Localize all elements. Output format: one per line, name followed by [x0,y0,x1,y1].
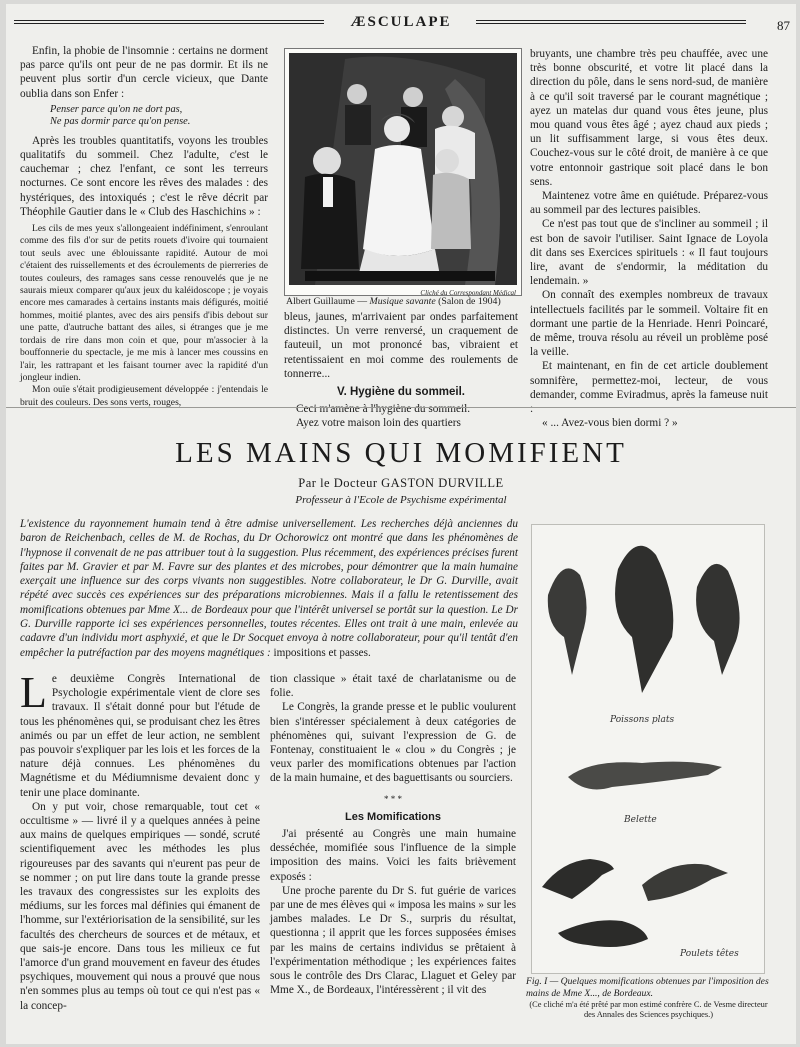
article-column-2 [270,672,516,997]
lead-text-end: impositions et passes. [273,646,371,659]
paragraph: On connaît des exemples nombreux de travaux intellectuels facilités par le sommeil. Voltaire fit en dormant une partie de la Henriade. Henri Poincaré, de même, trouva résolu au réveil un problème posé la veille. [530,289,768,359]
paragraph: Ayez votre maison loin des quartiers [296,417,461,430]
label-flat-fish: Poissons plats [610,715,675,725]
paragraph: On y put voir, chose remarquable, tout cet « occultisme » — livré il y a quelques années à peine aux mains de quelques empiriques — sondé, scruté scientifiquement avec les méthodes les plus rigoureuses par des savants qui n'eurent pas peur de se nommer ; on put lire dans toute la grande presse les travaux des congressistes sur les exploits des médiums, sur les forces mal définies qui émanent de l'homme, sur l'extériorisation de la sensibilité, sur les facultés des chercheurs de sources et de métaux, et que sais-je encore. Dans tous les milieux ce fut l'amorce d'un grand mouvement en faveur des études psychiques, mouvement qui nous a prouvé que nous n'en sommes plus au temps où tout ce qui n'est pas « la concep- [20,800,260,1012]
paragraph: Le Congrès, la grande presse et le public voulurent bien s'intéresser spécialement à deux catégories de phénomènes qui, suivant l'expression de G. de Fontenay, constituaient le « clou » du Congrès ; je veux parler des momifications obtenues par l'action de la main humaine, et des baguettisants ou sourciers. [270,701,516,785]
painting-caption: Albert Guillaume — Musique savante (Salon de 1904) [286,296,501,307]
painting-illustration [284,48,522,296]
article-byline: Par le Docteur GASTON DURVILLE [298,476,504,490]
label-weasel: Belette [624,815,657,825]
drop-cap: L [20,668,47,717]
page-number: 87 [777,18,790,33]
quote-paragraph: Mon ouïe s'était prodigieusement développée : j'entendais le bruit des couleurs. Des sons verts, rouges, [20,384,268,408]
quote-paragraph: Les cils de mes yeux s'allongeaient indéfiniment, s'enroulant comme des fils d'or sur de petits rouets d'ivoire qui tournaient tout seuls avec une éblouissante rapidité. Autour de moi c'étaient des ruissellements et des écroulements de pierreries de toutes couleurs, des ramages sans cesse renouvelés que je ne saurais mieux comparer qu'aux jeux du kaléidoscope ; je voyais encore mes camarades à certains instants mais défigurés, moitié hommes, moitié plantes, avec des airs pensifs d'ibis debout sur une patte, d'autruche battant des ailes, si étranges que je me tordais de rire dans mon coin et que, pour m'associer à la bouffonnerie du spectacle, je me mis à lancer mes coussins en l'air, les rattrapant et les faisant tourner avec la rapidité d'un jongleur indien. [20,223,268,383]
verse-line: Penser parce qu'on ne dort pas, [50,103,183,115]
section-stars: * * * [384,793,402,804]
caption-salon: (Salon de 1904) [438,296,501,307]
paragraph: tion classique » était taxé de charlatanisme ou de folie. [270,673,516,700]
magazine-page [6,4,796,1044]
paragraph: J'ai présenté au Congrès une main humaine desséchée, momifiée sous l'influence de la simple imposition des mains. Voici les faits brièvement exposés : [270,828,516,883]
figure-credit-note: (Ce cliché m'a été prêté par mon estimé confrère C. de Vesme directeur des Annales des Sciences psychiques.) [529,1000,768,1019]
photo-credit: Cliché du Correspondant Médical [420,289,516,297]
paragraph: Une proche parente du Dr S. fut guérie de varices par une de mes élèves qui « imposa les mains » sur les jambes malades. Le Dr S., surpris du résultat, questionna ; il apprit que les forces supposées émises par les mains de certains individus se prêtaient à l'expérimentation méthodique ; les expériences faites sous le contrôle des Drs Clarac, Llaguet et Geley par Mme X., de Bordeaux, l'intéressèrent ; il vit des [270,884,516,997]
specimen-photo [532,525,764,973]
section-heading: V. Hygiène du sommeil. [336,386,466,399]
paragraph: Maintenez votre âme en quiétude. Préparez-vous au sommeil par des lectures paisibles. [530,190,768,217]
paragraph: bruyants, une chambre très peu chauffée, avec une très bonne obscurité, et votre lit placé dans la direction du pôle, dans le sens nord-sud, de manière à ce qu'il soit traversé par le courant magnétique ; ayez un matelas dur quand vous êtes jeune, plus mou quand vous êtes âgé ; ayez chaud aux pieds ; un lit suffisamment large, si vous êtes deux. Couchez-vous sur le côté droit, de manière à ce que votre entonnoir gastrique soit placé dans le bon sens. [530,48,768,188]
top-middle-column [284,310,518,431]
article-title: LES MAINS QUI MOMIFIENT [175,437,627,469]
paragraph: Ceci m'amène à l'hygiène du sommeil. [296,403,471,416]
paragraph [20,668,260,800]
article-column-1 [20,668,260,1013]
verse-line: Ne pas dormir parce qu'on pense. [50,116,191,128]
lead-text: L'existence du rayonnement humain tend à être admise universellement. Les recherches déjà anciennes du baron de Reichenbach, celles de M. de Rochas, du Dr Ochorowicz ont montré que dans les phénomènes de l'hypnose il convenait de ne pas attribuer tout à la suggestion. Plus récemment, des expériences précises furent faites par M. Gravier et par M. Favre sur des plantes et des microbes, pour démontrer que la main humaine exerçait une influence sur des corps vivants non suggestibles. Notre collaborateur, le Dr G. Durville, avait répété avec succès ces expériences sur des préparations microbiennes. Mais il a fallu le retentissement des momifications obtenues par Mme X... de Bordeaux pour que l'intérêt universel se portât sur la question. Le Dr G. Durville rapporte ici ses expériences personnelles, toutes récentes. Elles ont trait à une main, enlevée au cadavre d'un individu mort asphyxié, et que le Dr Socquet envoya à notre collaborateur, pour qu'il tentât d'en empêcher la putréfaction par des moyens magnétiques : [20,518,518,659]
mummification-figure [531,524,765,974]
caption-title: Musique savante [369,296,436,307]
author-affiliation: Professeur à l'Ecole de Psychisme expérimental [295,494,507,506]
figure-caption: Fig. I — Quelques momifications obtenues par l'imposition des mains de Mme X..., de Bordeaux. [526,976,769,999]
top-left-column [20,44,268,409]
paragraph: Après les troubles quantitatifs, voyons les troubles qualitatifs du sommeil. Chez l'adulte, c'est le cauchemar ; chez l'enfant, ce sont les terreurs nocturnes. Ce sont encore les rêves des malades : des hystériques, des intoxiqués ; c'est le rêve décrit par Théophile Gautier dans le « Club des Haschichins » : [20,134,268,218]
journal-title: ÆSCULAPE [350,14,452,30]
section-divider [6,407,796,408]
paragraph: Enfin, la phobie de l'insomnie : certains ne dorment pas parce qu'ils ont peur de ne pas dormir. Et ils ne peuvent plus sortir d'un cercle vicieux, que Dante oublia dans son Enfer : [20,45,268,100]
paragraph: bleus, jaunes, m'arrivaient par ondes parfaitement distinctes. Un verre renversé, un craquement de fauteuil, un mot prononcé bas, vibraient et retentissaient en moi comme des roulements de tonnerre... [284,311,518,380]
section-heading: Les Momifications [345,810,441,823]
caption-author: Albert Guillaume [286,296,355,307]
paragraph: Et maintenant, en fin de cet article doublement somnifère, permettez-moi, lecteur, de vous demander, comme Eviradmus, après la fameuse nuit : [530,360,768,416]
article-lead [20,517,518,660]
paragraph: « ... Avez-vous bien dormi ? » [542,417,678,430]
top-right-column [530,47,768,430]
label-chicken-heads: Poulets têtes [680,949,739,959]
painting-image [285,49,521,289]
paragraph: Ce n'est pas tout que de s'incliner au sommeil ; il est bon de savoir l'utiliser. Saint Ignace de Loyola dit dans ses Exercices spirituels : « Il faut toujours lire, avant de s'endormir, la méditation du lendemain. » [530,218,768,288]
paragraph-text: e deuxième Congrès International de Psychologie expérimentale vient de clore ses travaux. Il s'était donné pour but l'étude de tous les phénomènes qui, se produisant chez les êtres animés ou par un effet de leur action, ne semblent pas pouvoir s'expliquer par les lois et les forces de la nature déjà connues. Les phénomènes du Magnétisme et du Médiumnisme devaient donc y tenir une place dominante. [20,673,260,799]
